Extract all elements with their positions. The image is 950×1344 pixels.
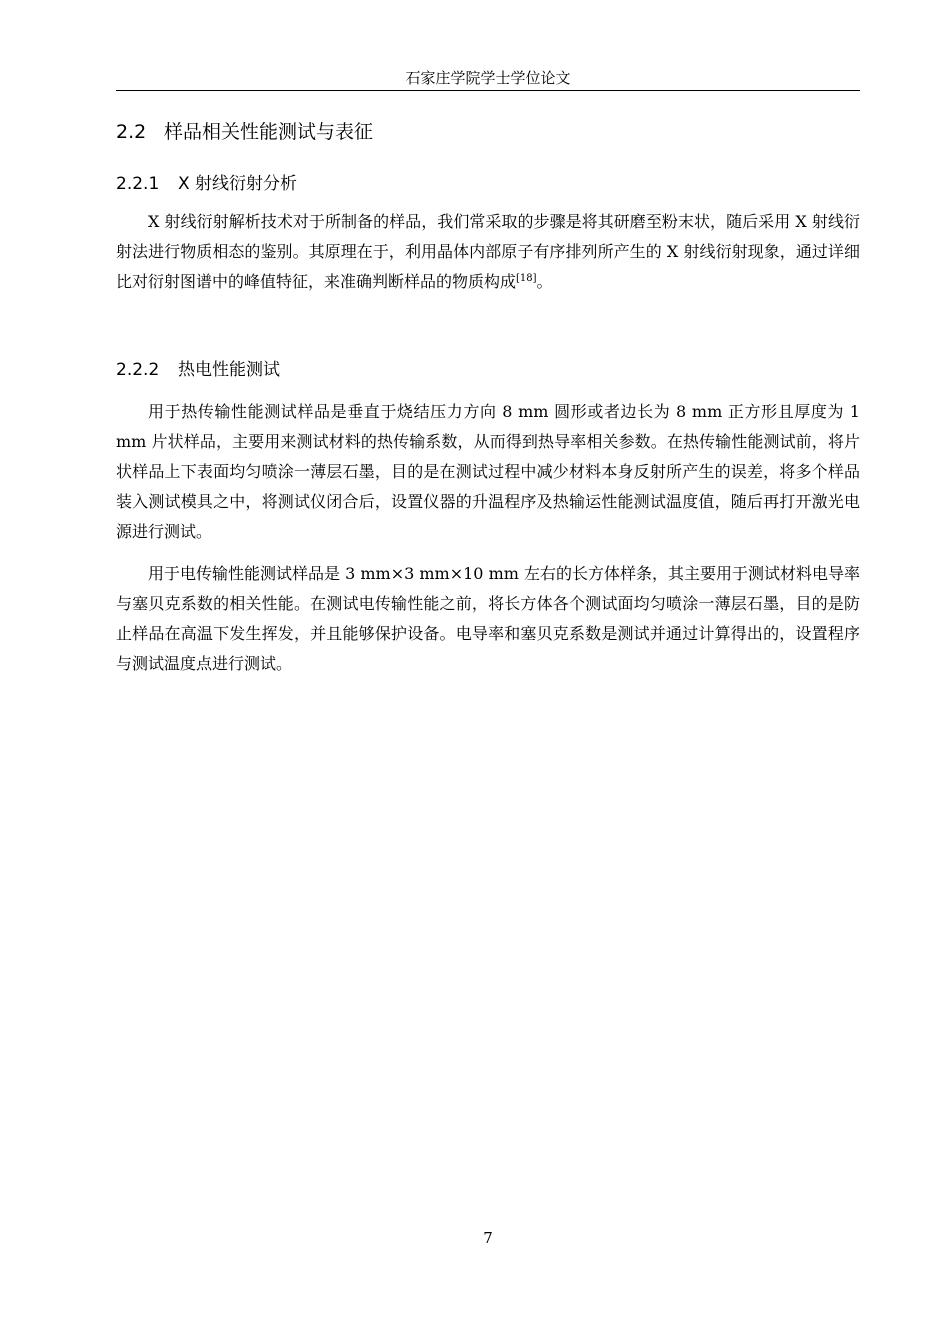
- paragraph-text: X 射线衍射解析技术对于所制备的样品，我们常采取的步骤是将其研磨至粉末状，随后采用 X 射线衍射法进行物质相态的鉴别。其原理在于，利用晶体内部原子有序排列所产生的 X 射线衍射现象，通过详细比对衍射图谱中的峰值特征，来准确判断样品的物质构成: [116, 212, 860, 291]
- section-heading-2-2: [116, 119, 373, 145]
- paragraph-end-punctuation: 。: [536, 272, 553, 291]
- section-title: 样品相关性能测试与表征: [164, 121, 374, 143]
- subsection-title: 热电性能测试: [178, 360, 280, 380]
- subsection-number: 2.2.2: [116, 360, 160, 380]
- page-number: 7: [483, 1229, 493, 1247]
- paragraph-text: 用于电传输性能测试样品是 3 mm×3 mm×10 mm 左右的长方体样条，其主要用于测试材料电导率与塞贝克系数的相关性能。在测试电传输性能之前，将长方体各个测试面均匀喷涂一薄层石墨，目的是防止样品在高温下发生挥发，并且能够保护设备。电导率和塞贝克系数是测试并通过计算得出的，设置程序与测试温度点进行测试。: [116, 564, 860, 673]
- citation-reference: [18]: [516, 273, 537, 284]
- body-paragraph: [116, 397, 860, 547]
- page-header: 石家庄学院学士学位论文: [405, 69, 571, 87]
- paragraph-text: 用于热传输性能测试样品是垂直于烧结压力方向 8 mm 圆形或者边长为 8 mm 正方形且厚度为 1 mm 片状样品，主要用来测试材料的热传输系数，从而得到热导率相关参数。在热传输性能测试前，将片状样品上下表面均匀喷涂一薄层石墨，目的是在测试过程中减少材料本身反射所产生的误差，将多个样品装入测试模具之中，将测试仪闭合后，设置仪器的升温程序及热输运性能测试温度值，随后再打开激光电源进行测试。: [116, 402, 860, 541]
- subsection-title: X 射线衍射分析: [178, 174, 298, 194]
- subsection-heading-2-2-2: [116, 358, 280, 382]
- subsection-heading-2-2-1: [116, 172, 297, 196]
- body-paragraph: [116, 559, 860, 679]
- section-number: 2.2: [116, 121, 147, 143]
- header-rule: [116, 90, 860, 91]
- body-paragraph: [116, 207, 860, 297]
- subsection-number: 2.2.1: [116, 174, 160, 194]
